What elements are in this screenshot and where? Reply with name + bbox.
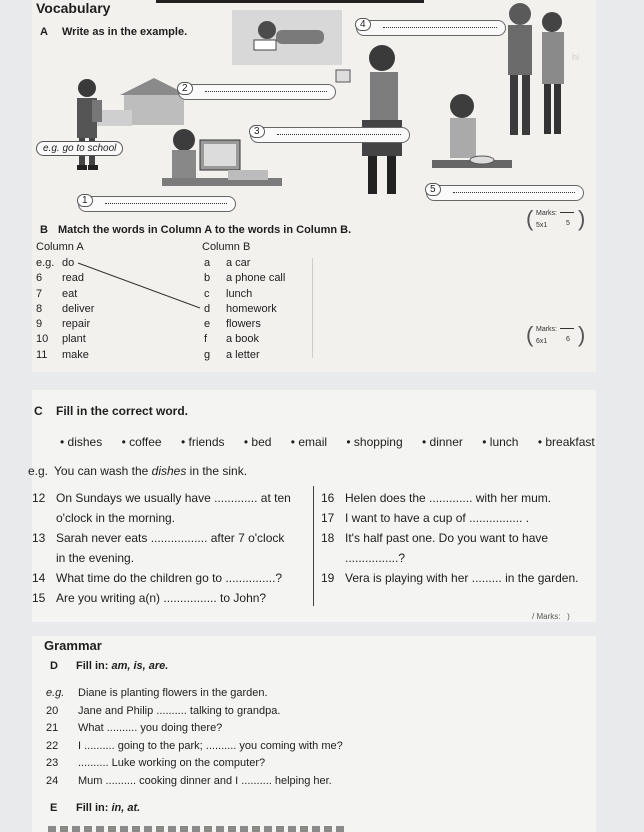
example-sentence-d: e.g. Diane is planting flowers in the garden. xyxy=(46,687,268,699)
column-a-row: 7 eat xyxy=(36,287,78,300)
section-e-label: E xyxy=(50,802,58,814)
answer-number: 5 xyxy=(425,183,441,196)
marks-box-c: / Marks: ) xyxy=(532,612,570,621)
cut-off-next-line xyxy=(48,826,348,832)
word-bank-item: • coffee xyxy=(121,435,162,449)
answer-number: 3 xyxy=(249,125,265,138)
column-a-row: 11 make xyxy=(36,348,89,361)
section-d-items xyxy=(46,685,343,790)
marks-box-b: ( Marks: 6x1 6 ) xyxy=(526,322,586,347)
word-bank-item: • lunch xyxy=(482,435,519,449)
question-13[interactable]: 13 Sarah never eats ................. after 7 o'clock xyxy=(32,531,285,545)
example-sentence-c: e.g. You can wash the dishes in the sink. xyxy=(28,464,248,478)
column-a-row: 9 repair xyxy=(36,318,91,331)
question-21[interactable]: 21 What .......... you doing there? xyxy=(46,722,223,734)
section-e-instruction: Fill in: in, at. xyxy=(76,802,141,814)
section-c-left-column xyxy=(32,488,291,608)
word-bank-item: • dishes xyxy=(60,435,103,449)
question-16[interactable]: 16 Helen does the ............. with her mum. xyxy=(321,491,552,505)
marks-label: Marks: xyxy=(536,326,557,333)
column-b-row: f a book xyxy=(204,333,260,346)
column-a-row: 10 plant xyxy=(36,333,86,346)
column-b-row: e flowers xyxy=(204,318,261,331)
example-match-line xyxy=(32,0,596,372)
answer-number: 2 xyxy=(177,82,193,95)
question-17[interactable]: 17 I want to have a cup of ................ . xyxy=(321,511,530,525)
column-a-row: 8 deliver xyxy=(36,302,95,315)
answer-number: 4 xyxy=(355,18,371,31)
question-20[interactable]: 20 Jane and Philip .......... talking to grandpa. xyxy=(46,704,281,717)
section-a-label: A xyxy=(40,26,48,38)
vocabulary-heading: Vocabulary xyxy=(36,0,111,16)
word-bank-item: • shopping xyxy=(346,435,403,449)
word-bank-item: • bed xyxy=(243,435,272,449)
faint-divider xyxy=(312,258,313,358)
column-b-row: c lunch xyxy=(204,287,253,300)
column-b-row: b a phone call xyxy=(204,272,286,285)
column-divider xyxy=(313,486,314,606)
marks-total: 6 xyxy=(566,336,570,343)
word-bank-item: • friends xyxy=(180,435,225,449)
vocabulary-panel xyxy=(32,0,596,372)
column-b-header: Column B xyxy=(202,241,251,253)
word-bank xyxy=(60,435,611,449)
marks-label: Marks: xyxy=(536,612,561,621)
section-c-label: C xyxy=(34,404,43,418)
section-c-right-column xyxy=(321,488,578,588)
marks-calc: 5x1 xyxy=(536,222,548,229)
section-d-label: D xyxy=(50,660,58,672)
question-15[interactable]: 15 Are you writing a(n) ................ to John? xyxy=(32,591,267,605)
question-24[interactable]: 24 Mum .......... cooking dinner and I .......... helping her. xyxy=(46,774,332,787)
question-23[interactable]: 23 .......... Luke working on the computer? xyxy=(46,757,266,769)
section-d-instruction: Fill in: am, is, are. xyxy=(76,660,169,672)
section-a-instruction: Write as in the example. xyxy=(62,26,188,38)
column-b-row: g a letter xyxy=(204,348,260,361)
column-b-row: a a car xyxy=(204,257,251,269)
column-a-row: 6 read xyxy=(36,272,85,285)
question-12[interactable]: 12 On Sundays we usually have ............. at ten xyxy=(32,491,291,505)
column-b-row: d homework xyxy=(204,302,277,315)
question-12-cont: o'clock in the morning. xyxy=(56,511,176,525)
question-18-cont: ................? xyxy=(345,551,406,565)
column-a-header: Column A xyxy=(36,241,84,253)
question-22[interactable]: 22 I .......... going to the park; .......... you coming with me? xyxy=(46,739,343,752)
marks-label: Marks: xyxy=(536,210,557,217)
section-c-panel xyxy=(28,390,596,622)
marks-calc: 6x1 xyxy=(536,338,548,345)
word-bank-item: • breakfast xyxy=(537,435,595,449)
question-18[interactable]: 18 It's half past one. Do you want to have xyxy=(321,531,549,545)
section-c-instruction: Fill in the correct word. xyxy=(56,404,189,418)
section-b-instruction: Match the words in Column A to the words in Column B. xyxy=(58,224,352,236)
question-14[interactable]: 14 What time do the children go to ...............? xyxy=(32,571,283,585)
word-bank-item: • dinner xyxy=(421,435,463,449)
grammar-panel xyxy=(32,636,596,832)
question-13-cont: in the evening. xyxy=(56,551,135,565)
word-bank-item: • email xyxy=(290,435,328,449)
column-a-row: e.g. do xyxy=(36,257,75,269)
section-b-label: B xyxy=(40,224,48,236)
question-19[interactable]: 19 Vera is playing with her ......... in the garden. xyxy=(321,571,579,585)
marks-total: 5 xyxy=(566,220,570,227)
svg-text:hi: hi xyxy=(572,52,580,62)
answer-number: 1 xyxy=(77,194,93,207)
marks-box-a: ( Marks: 5x1 5 ) xyxy=(526,206,586,231)
grammar-heading: Grammar xyxy=(44,638,102,653)
example-answer-bubble: e.g. go to school xyxy=(36,141,123,156)
